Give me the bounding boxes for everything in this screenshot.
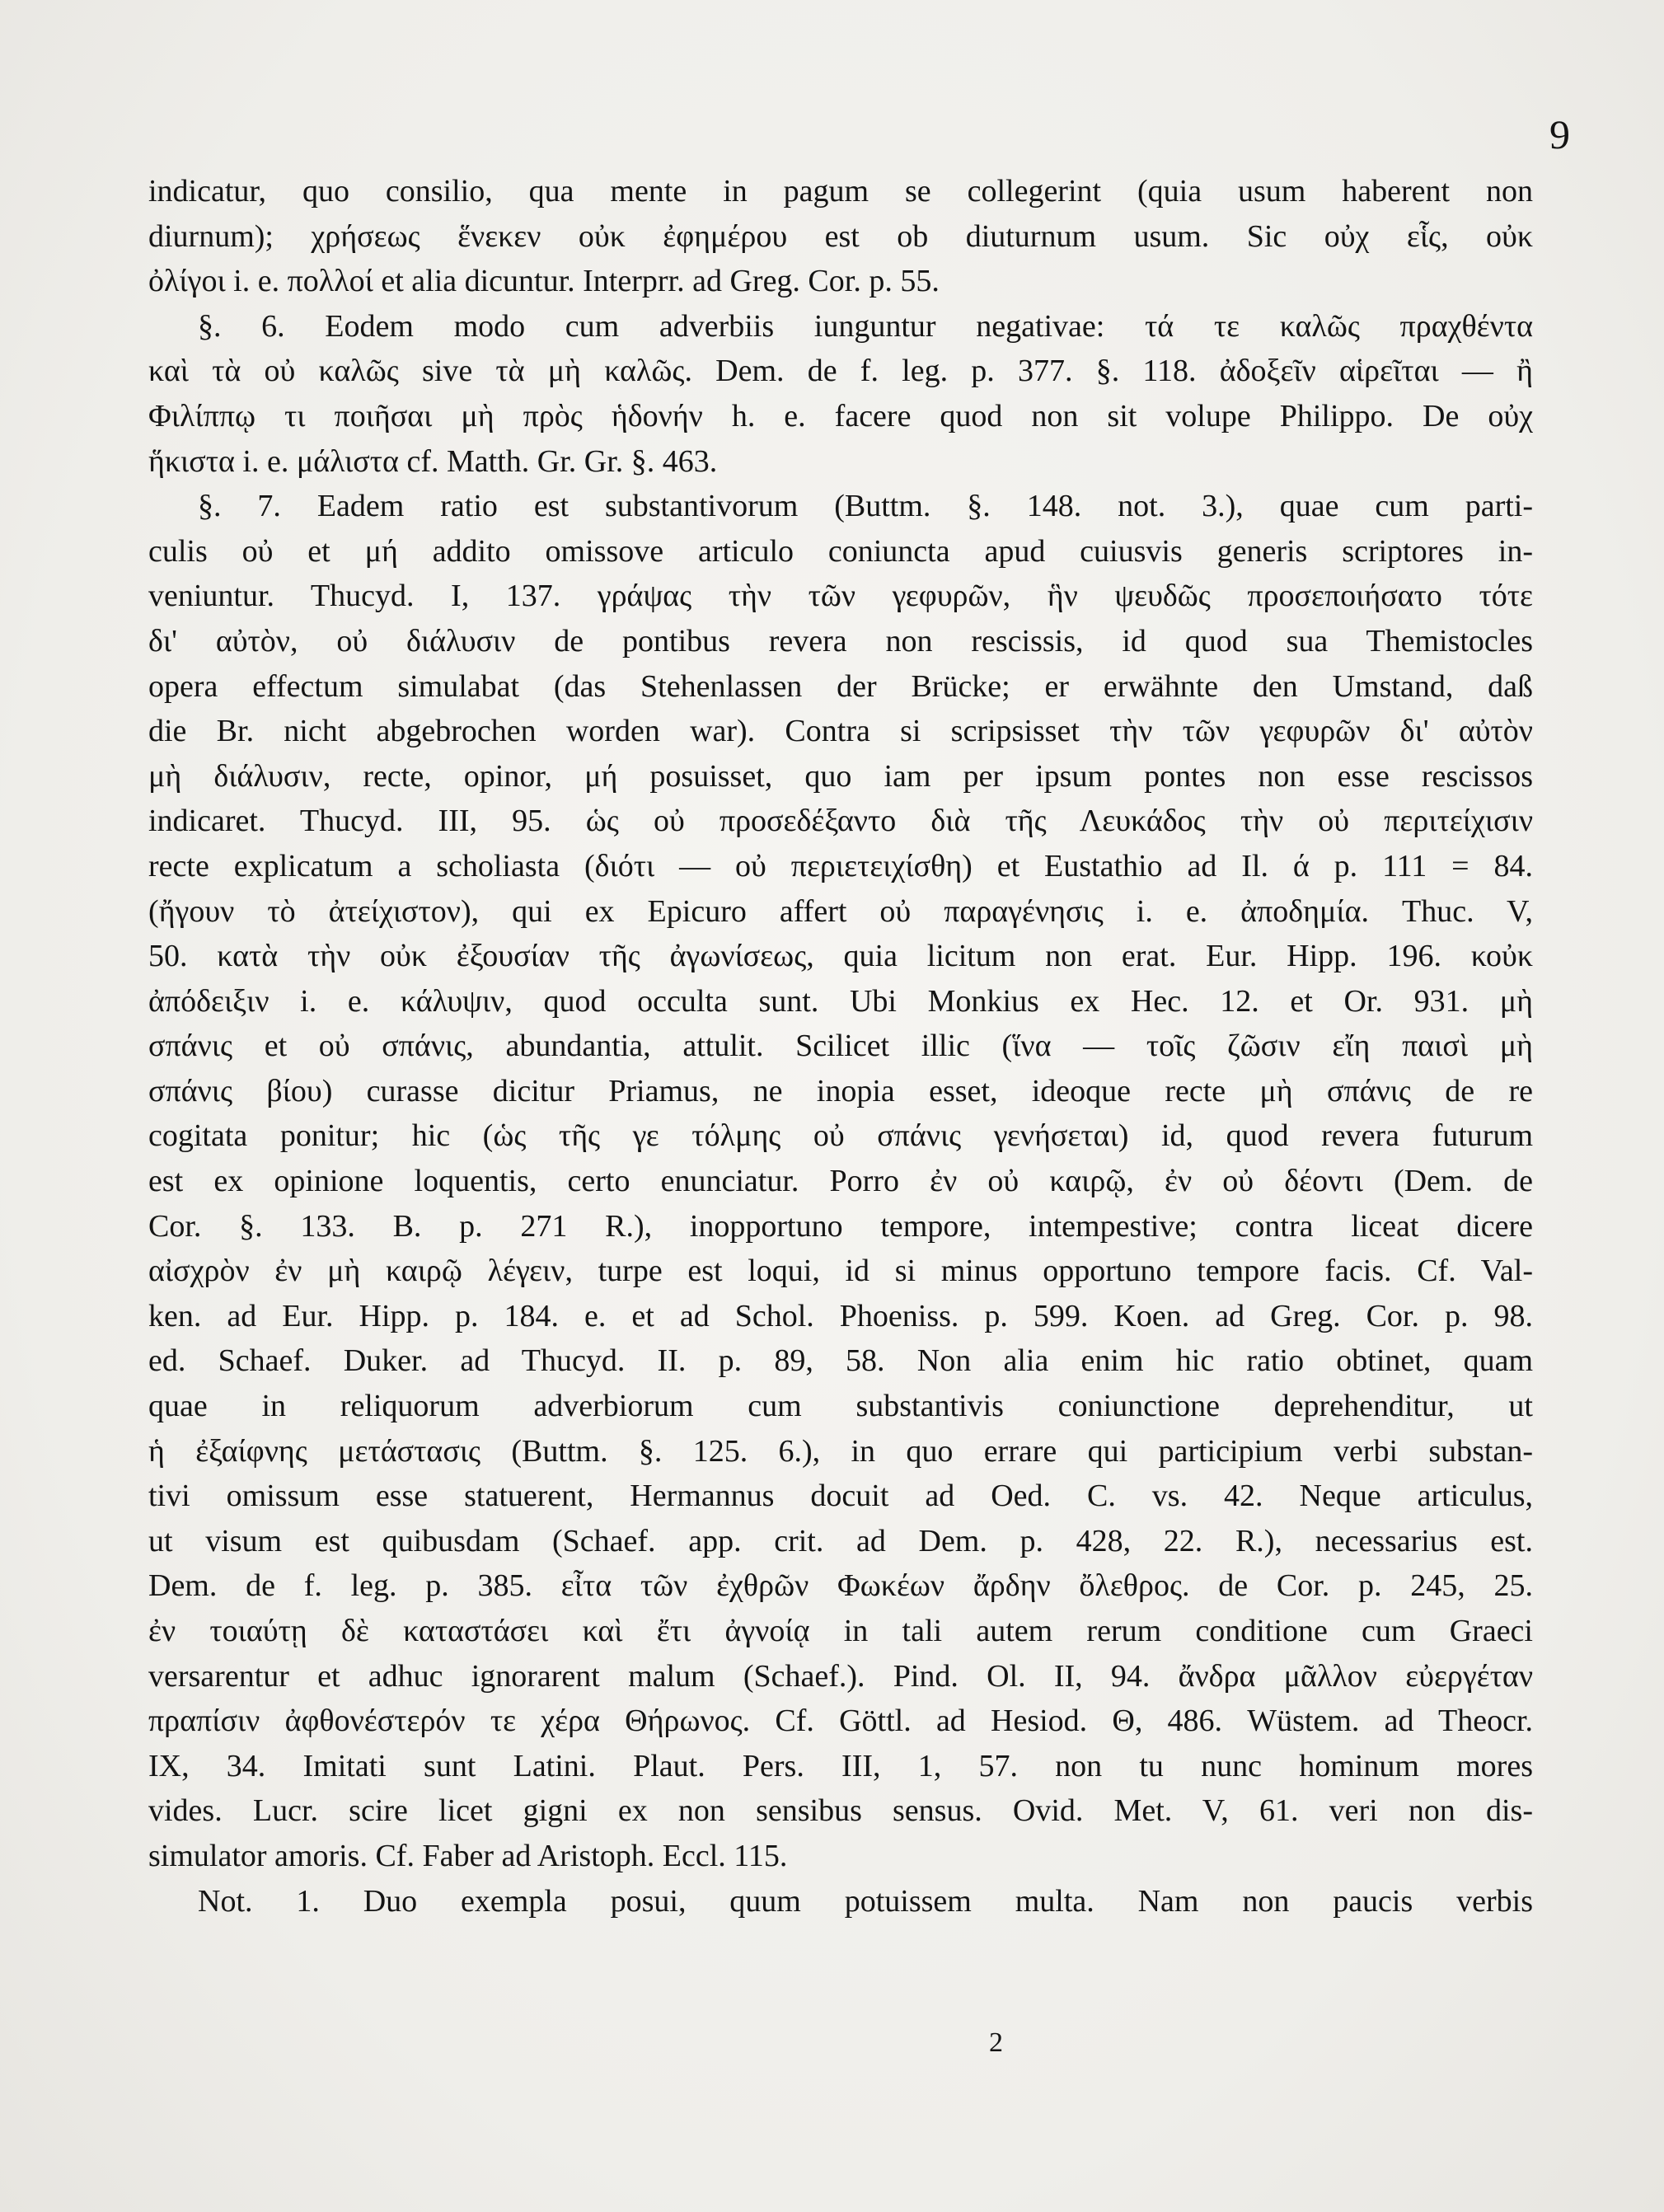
text-line: diurnum); χρήσεως ἕνεκεν οὐκ ἐφημέρου est ob diuturnum usum. Sic οὐχ εἷς, οὐκ	[148, 218, 1533, 254]
text-line: ken. ad Eur. Hipp. p. 184. e. et ad Schol. Phoeniss. p. 599. Koen. ad Greg. Cor. p. 98.	[148, 1298, 1533, 1333]
text-line: μὴ διάλυσιν, recte, opinor, μή posuisset, quo iam per ipsum pontes non esse rescissos	[148, 758, 1533, 794]
text-line: §. 6. Eodem modo cum adverbiis iunguntur negativae: τά τε καλῶς πραχθέντα	[198, 308, 1533, 344]
text-line: καὶ τὰ οὐ καλῶς sive τὰ μὴ καλῶς. Dem. de f. leg. p. 377. §. 118. ἀδοξεῖν αἱρεῖται — ἢ	[148, 354, 1533, 389]
text-line: veniuntur. Thucyd. I, 137. γράψας τὴν τῶν γεφυρῶν, ἣν ψευδῶς προσεποιήσατο τότε	[148, 579, 1533, 614]
text-line: simulator amoris. Cf. Faber ad Aristoph. Eccl. 115.	[148, 1838, 788, 1873]
text-line: (ἤγουν τὸ ἀτείχιστον), qui ex Epicuro affert οὐ παραγένησις i. e. ἀποδημία. Thuc. V,	[148, 893, 1533, 929]
body-text	[148, 169, 1533, 1924]
text-line: IX, 34. Imitati sunt Latini. Plaut. Pers. III, 1, 57. non tu nunc hominum mores	[148, 1748, 1533, 1783]
text-line: πραπίσιν ἀφθονέστερόν τε χέρα Θήρωνος. Cf. Göttl. ad Hesiod. Θ, 486. Wüstem. ad Theocr.	[148, 1704, 1533, 1739]
text-line: quae in reliquorum adverbiorum cum substantivis coniunctione deprehenditur, ut	[148, 1389, 1533, 1424]
text-line: die Br. nicht abgebrochen worden war). Contra si scripsisset τὴν τῶν γεφυρῶν δι' αὐτὸν	[148, 714, 1533, 749]
text-line: ut visum est quibusdam (Schaef. app. crit. ad Dem. p. 428, 22. R.), necessarius est.	[148, 1523, 1533, 1558]
text-line: σπάνις et οὐ σπάνις, abundantia, attulit. Scilicet illic (ἵνα — τοῖς ζῶσιν εἴη παισὶ μὴ	[148, 1029, 1533, 1064]
text-line: vides. Lucr. scire licet gigni ex non sensibus sensus. Ovid. Met. V, 61. veri non dis-	[148, 1793, 1533, 1829]
text-line: indicatur, quo consilio, qua mente in pagum se collegerint (quia usum haberent non	[148, 174, 1533, 209]
text-line: 50. κατὰ τὴν οὐκ ἐξουσίαν τῆς ἀγωνίσεως, quia licitum non erat. Eur. Hipp. 196. κοὐκ	[148, 939, 1533, 974]
text-line: δι' αὐτὸν, οὐ διάλυσιν de pontibus revera non rescissis, id quod sua Themistocles	[148, 623, 1533, 658]
text-line: cogitata ponitur; hic (ὡς τῆς γε τόλμης οὐ σπάνις γενήσεται) id, quod revera futurum	[148, 1118, 1533, 1154]
text-line: versarentur et adhuc ignorarent malum (Schaef.). Pind. Ol. II, 94. ἄνδρα μᾶλλον εὐεργέταν	[148, 1658, 1533, 1694]
text-line: Not. 1. Duo exempla posui, quum potuissem multa. Nam non paucis verbis	[198, 1883, 1533, 1919]
text-line: Φιλίππῳ τι ποιῆσαι μὴ πρὸς ἡδονήν h. e. facere quod non sit volupe Philippo. De οὐχ	[148, 398, 1533, 433]
text-line: αἰσχρὸν ἐν μὴ καιρῷ λέγειν, turpe est loqui, id si minus opportuno tempore facis. Cf. Val-	[148, 1254, 1533, 1289]
text-line: Cor. §. 133. B. p. 271 R.), inopportuno tempore, intempestive; contra liceat dicere	[148, 1208, 1533, 1244]
text-line: §. 7. Eadem ratio est substantivorum (Buttm. §. 148. not. 3.), quae cum parti-	[198, 489, 1533, 524]
text-line: est ex opinione loquentis, certo enunciatur. Porro ἐν οὐ καιρῷ, ἐν οὐ δέοντι (Dem. de	[148, 1164, 1533, 1199]
text-line: tivi omissum esse statuerent, Hermannus docuit ad Oed. C. vs. 42. Neque articulus,	[148, 1479, 1533, 1514]
text-line: ἥκιστα i. e. μάλιστα cf. Matth. Gr. Gr. §. 463.	[148, 443, 718, 479]
page-number: 9	[1549, 111, 1570, 157]
text-line: ἀπόδειξιν i. e. κάλυψιν, quod occulta sunt. Ubi Monkius ex Hec. 12. et Or. 931. μὴ	[148, 983, 1533, 1019]
text-line: ed. Schaef. Duker. ad Thucyd. II. p. 89, 58. Non alia enim hic ratio obtinet, quam	[148, 1343, 1533, 1379]
text-line: ἐν τοιαύτῃ δὲ καταστάσει καὶ ἔτι ἀγνοίᾳ in tali autem rerum conditione cum Graeci	[148, 1614, 1533, 1648]
signature-mark: 2	[989, 2027, 1003, 2058]
text-line: culis οὐ et μή addito omissove articulo coniuncta apud cuiusvis generis scriptores in-	[148, 533, 1533, 569]
text-line: opera effectum simulabat (das Stehenlassen der Brücke; er erwähnte den Umstand, daß	[148, 668, 1533, 704]
text-line: Dem. de f. leg. p. 385. εἶτα τῶν ἐχθρῶν Φωκέων ἄρδην ὄλεθρος. de Cor. p. 245, 25.	[148, 1568, 1533, 1604]
text-line: recte explicatum a scholiasta (διότι — οὐ περιετειχίσθη) et Eustathio ad Il. ά p. 111 = 84.	[148, 848, 1533, 883]
text-line: σπάνις βίου) curasse dicitur Priamus, ne inopia esset, ideoque recte μὴ σπάνις de re	[148, 1073, 1533, 1108]
text-line: indicaret. Thucyd. III, 95. ὡς οὐ προσεδέξαντο διὰ τῆς Λευκάδος τὴν οὐ περιτείχισιν	[148, 804, 1533, 839]
text-line: ὀλίγοι i. e. πολλοί et alia dicuntur. Interprr. ad Greg. Cor. p. 55.	[148, 264, 940, 299]
text-line: ἡ ἐξαίφνης μετάστασις (Buttm. §. 125. 6.), in quo errare qui participium verbi substan-	[148, 1433, 1533, 1469]
